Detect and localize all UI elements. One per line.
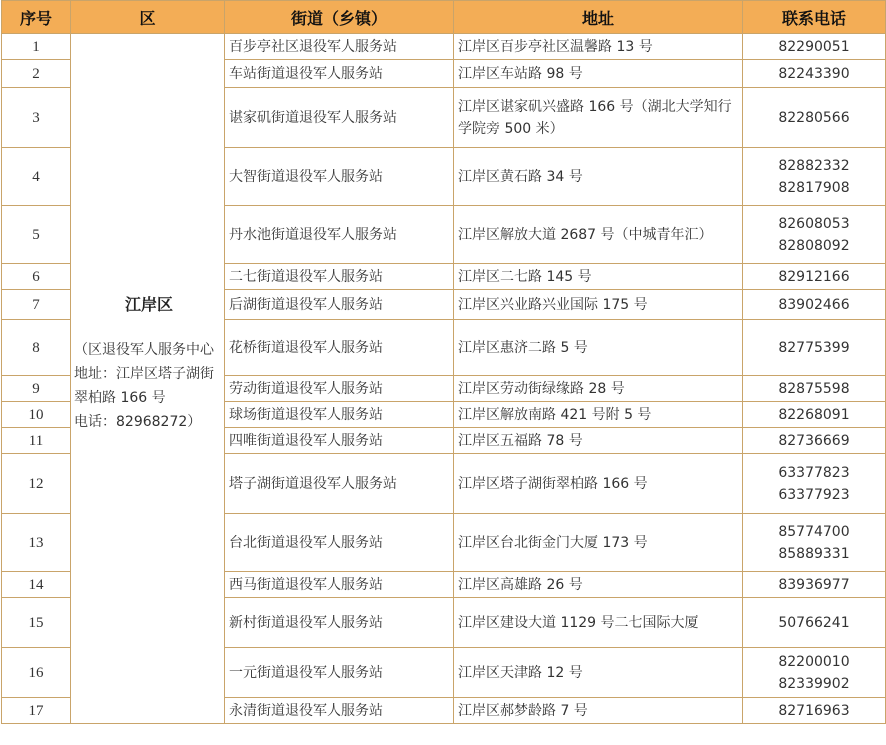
- phone-number: 83902466: [778, 296, 850, 313]
- phone-number: 82736669: [778, 432, 850, 449]
- station-address: 江岸区百步亭社区温馨路 13 号: [454, 34, 743, 60]
- phone-number: 82882332: [778, 157, 850, 174]
- district-name: 江岸区: [124, 295, 173, 314]
- phone-cell: [743, 514, 886, 572]
- station-address: 江岸区劳动街绿缘路 28 号: [454, 376, 743, 402]
- station-address: 江岸区解放大道 2687 号（中城青年汇）: [454, 206, 743, 264]
- phone-cell: [743, 264, 886, 290]
- header-district: 区: [71, 1, 225, 34]
- station-address: 江岸区五福路 78 号: [454, 428, 743, 454]
- row-index: 17: [2, 698, 71, 724]
- phone-number: 83936977: [778, 576, 850, 593]
- phone-number: 85774700: [778, 523, 850, 540]
- street-name: 车站街道退役军人服务站: [225, 60, 454, 88]
- row-index: 6: [2, 264, 71, 290]
- phone-cell: [743, 376, 886, 402]
- street-name: 新村街道退役军人服务站: [225, 598, 454, 648]
- row-index: 11: [2, 428, 71, 454]
- row-index: 13: [2, 514, 71, 572]
- station-address: 江岸区兴业路兴业国际 175 号: [454, 290, 743, 320]
- header-row: [2, 1, 886, 34]
- street-name: 劳动街道退役军人服务站: [225, 376, 454, 402]
- station-address: 江岸区二七路 145 号: [454, 264, 743, 290]
- phone-cell: [743, 34, 886, 60]
- header-street: 街道（乡镇）: [225, 1, 454, 34]
- phone-cell: [743, 402, 886, 428]
- row-index: 16: [2, 648, 71, 698]
- district-info-line1: （区退役军人服务中心: [74, 342, 214, 358]
- row-index: 15: [2, 598, 71, 648]
- station-address: 江岸区解放南路 421 号附 5 号: [454, 402, 743, 428]
- header-idx: 序号: [2, 1, 71, 34]
- row-index: 9: [2, 376, 71, 402]
- district-info-line3: 电话：82968272）: [74, 414, 202, 430]
- station-address: 江岸区车站路 98 号: [454, 60, 743, 88]
- row-index: 1: [2, 34, 71, 60]
- phone-cell: [743, 648, 886, 698]
- service-station-table: [1, 0, 886, 724]
- phone-number: 82243390: [778, 65, 850, 82]
- phone-cell: [743, 88, 886, 148]
- street-name: 一元街道退役军人服务站: [225, 648, 454, 698]
- phone-number: 82339902: [778, 675, 850, 692]
- phone-cell: [743, 206, 886, 264]
- district-info: [74, 338, 224, 434]
- station-address: 江岸区天津路 12 号: [454, 648, 743, 698]
- header-address: 地址: [454, 1, 743, 34]
- street-name: 花桥街道退役军人服务站: [225, 320, 454, 376]
- street-name: 球场街道退役军人服务站: [225, 402, 454, 428]
- street-name: 谌家矶街道退役军人服务站: [225, 88, 454, 148]
- phone-cell: [743, 320, 886, 376]
- district-info-line2: 地址：江岸区塔子湖街翠柏路 166 号: [74, 366, 214, 406]
- station-address: 江岸区黄石路 34 号: [454, 148, 743, 206]
- district-cell: [71, 34, 225, 724]
- table-row: [2, 34, 886, 60]
- phone-number: 63377923: [778, 486, 850, 503]
- station-address: 江岸区郝梦龄路 7 号: [454, 698, 743, 724]
- row-index: 12: [2, 454, 71, 514]
- phone-number: 82817908: [778, 179, 850, 196]
- row-index: 7: [2, 290, 71, 320]
- station-address: 江岸区谌家矶兴盛路 166 号（湖北大学知行学院旁 500 米）: [454, 88, 743, 148]
- row-index: 2: [2, 60, 71, 88]
- row-index: 10: [2, 402, 71, 428]
- phone-cell: [743, 290, 886, 320]
- phone-cell: [743, 60, 886, 88]
- phone-cell: [743, 148, 886, 206]
- header-phone: 联系电话: [743, 1, 886, 34]
- phone-number: 63377823: [778, 464, 850, 481]
- phone-cell: [743, 428, 886, 454]
- station-address: 江岸区台北街金门大厦 173 号: [454, 514, 743, 572]
- street-name: 百步亭社区退役军人服务站: [225, 34, 454, 60]
- station-address: 江岸区建设大道 1129 号二七国际大厦: [454, 598, 743, 648]
- street-name: 永清街道退役军人服务站: [225, 698, 454, 724]
- phone-number: 82608053: [778, 215, 850, 232]
- street-name: 四唯街道退役军人服务站: [225, 428, 454, 454]
- street-name: 塔子湖街道退役军人服务站: [225, 454, 454, 514]
- phone-number: 82912166: [778, 268, 850, 285]
- phone-cell: [743, 454, 886, 514]
- phone-number: 82280566: [778, 109, 850, 126]
- street-name: 后湖街道退役军人服务站: [225, 290, 454, 320]
- table-body: [2, 34, 886, 724]
- station-address: 江岸区惠济二路 5 号: [454, 320, 743, 376]
- row-index: 5: [2, 206, 71, 264]
- street-name: 二七街道退役军人服务站: [225, 264, 454, 290]
- street-name: 台北街道退役军人服务站: [225, 514, 454, 572]
- street-name: 丹水池街道退役军人服务站: [225, 206, 454, 264]
- row-index: 3: [2, 88, 71, 148]
- phone-cell: [743, 572, 886, 598]
- street-name: 西马街道退役军人服务站: [225, 572, 454, 598]
- station-address: 江岸区塔子湖街翠柏路 166 号: [454, 454, 743, 514]
- row-index: 8: [2, 320, 71, 376]
- phone-number: 82808092: [778, 237, 850, 254]
- phone-cell: [743, 598, 886, 648]
- phone-cell: [743, 698, 886, 724]
- phone-number: 82775399: [778, 339, 850, 356]
- phone-number: 82716963: [778, 702, 850, 719]
- station-address: 江岸区高雄路 26 号: [454, 572, 743, 598]
- row-index: 4: [2, 148, 71, 206]
- phone-number: 82875598: [778, 380, 850, 397]
- phone-number: 82200010: [778, 653, 850, 670]
- phone-number: 82290051: [778, 38, 850, 55]
- row-index: 14: [2, 572, 71, 598]
- street-name: 大智街道退役军人服务站: [225, 148, 454, 206]
- phone-number: 50766241: [778, 614, 850, 631]
- phone-number: 82268091: [778, 406, 850, 423]
- phone-number: 85889331: [778, 545, 850, 562]
